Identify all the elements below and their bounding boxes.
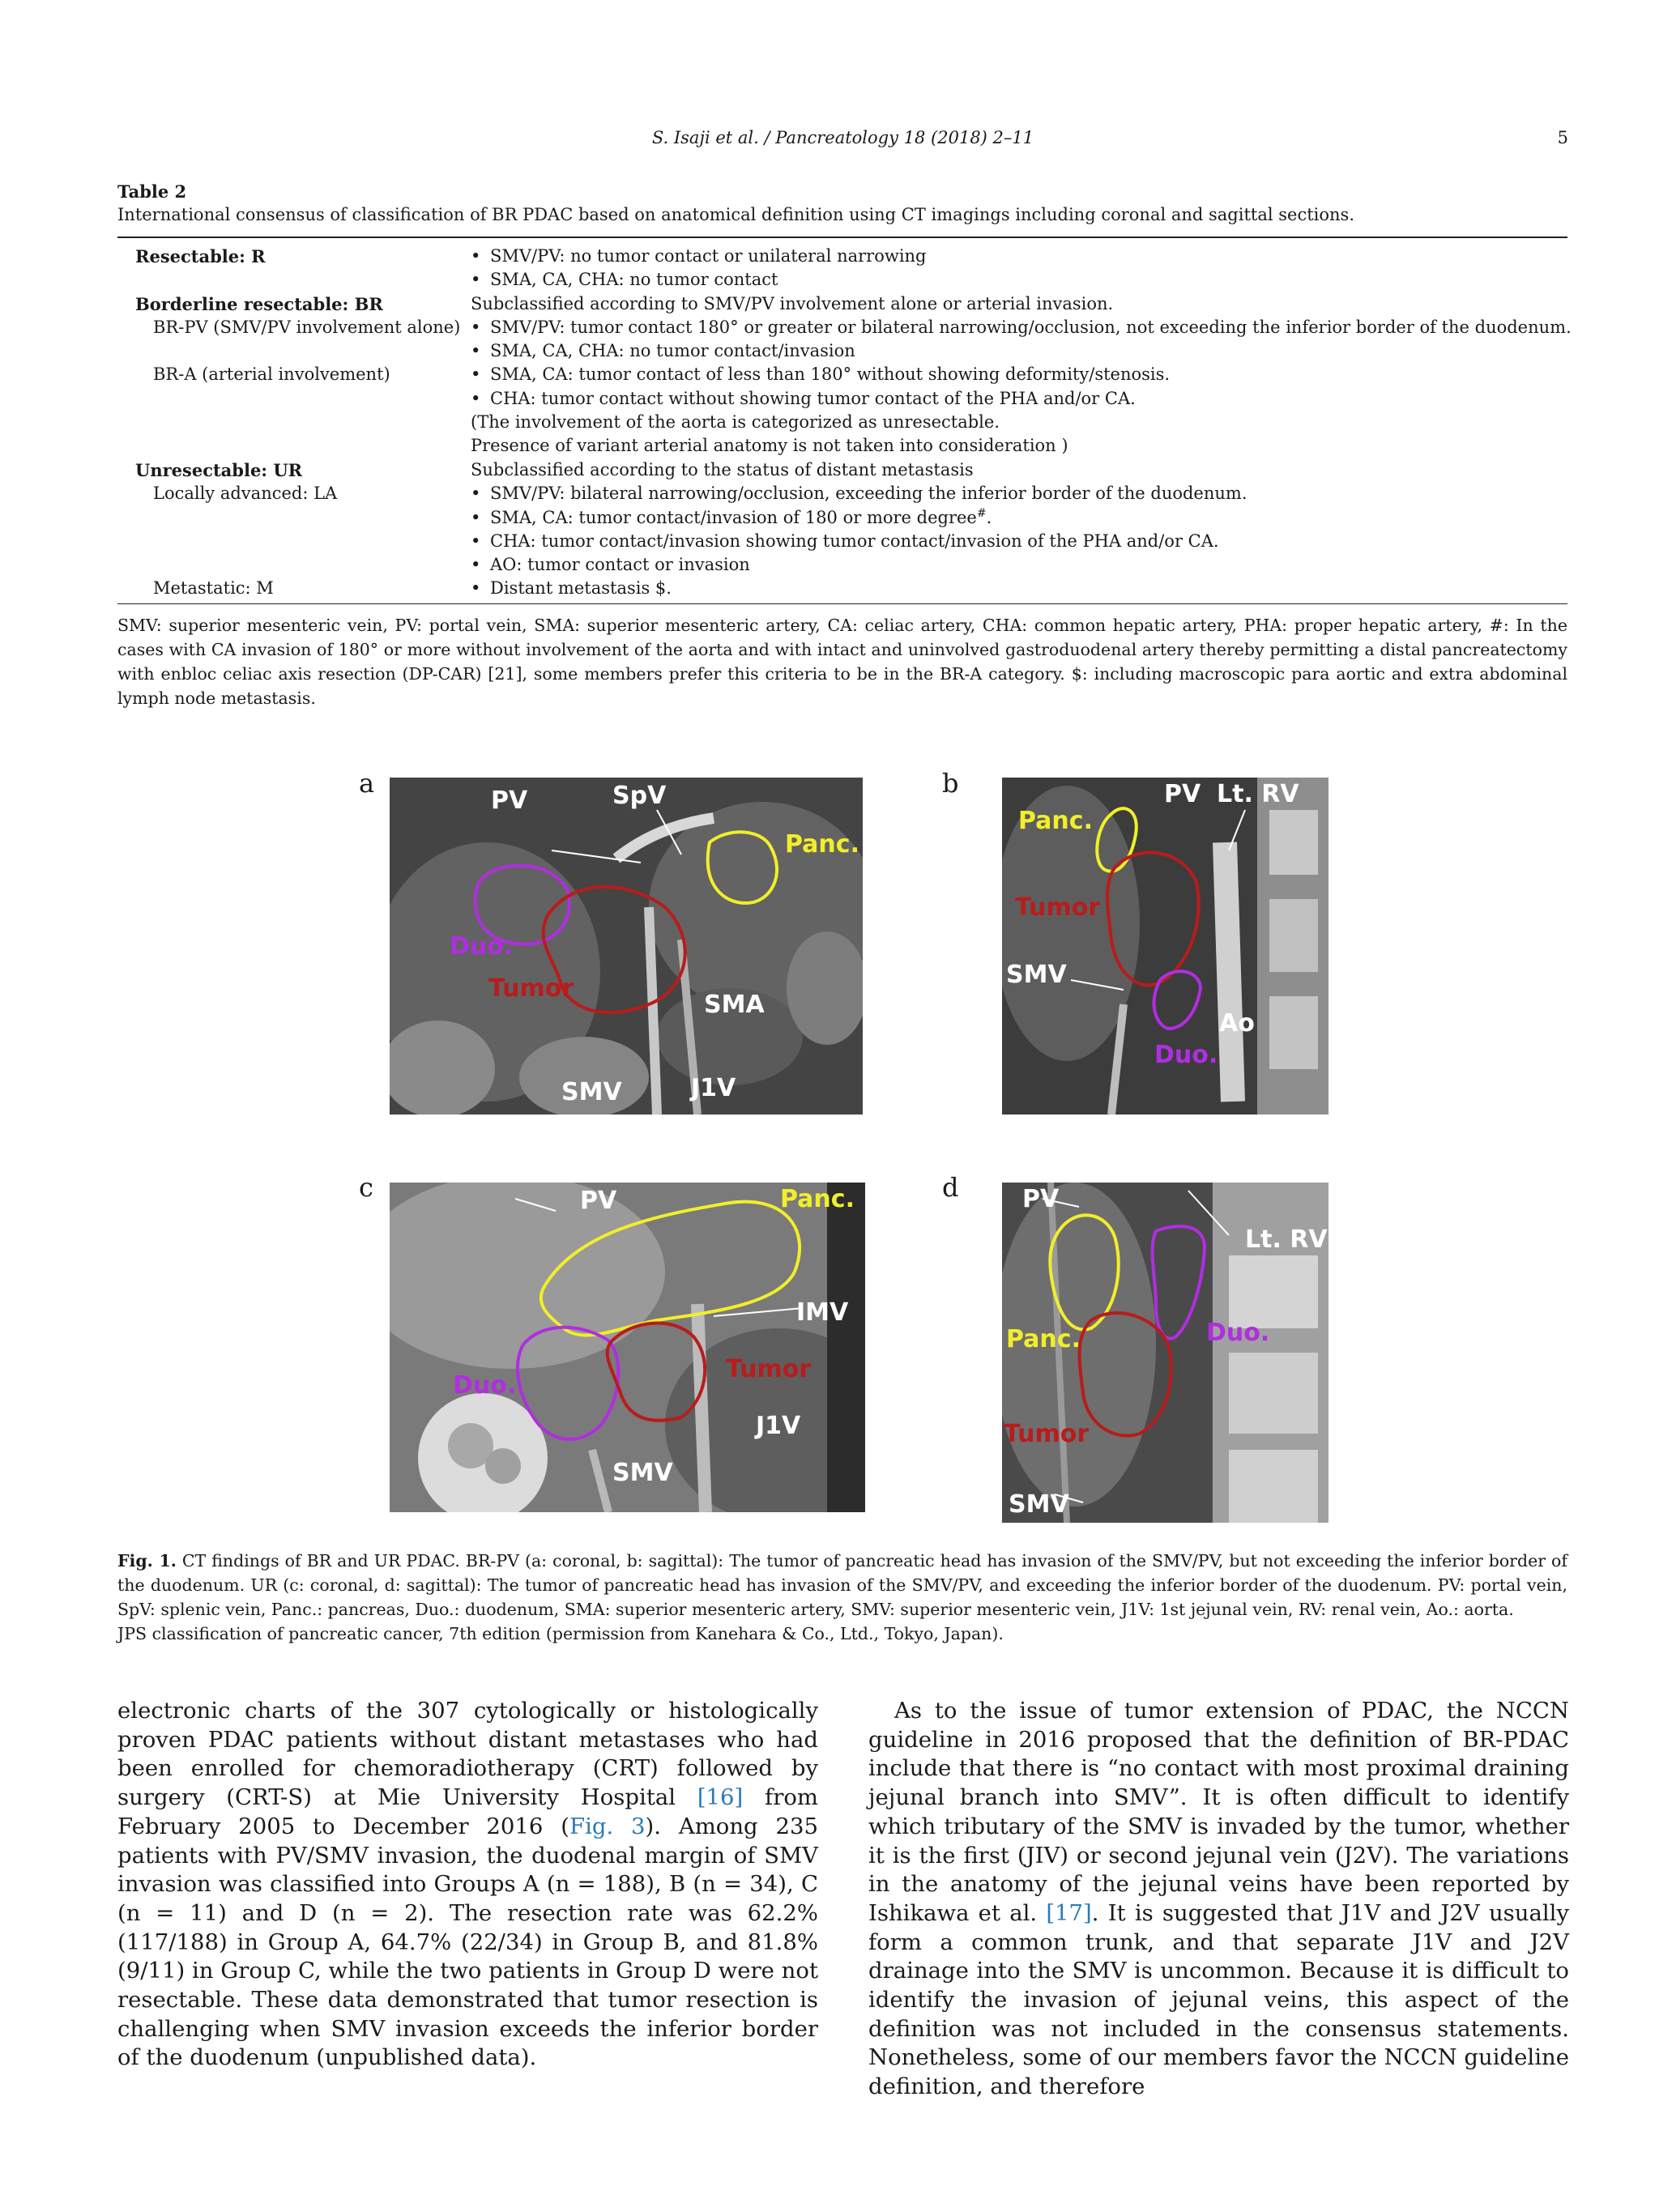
table-footnote: SMV: superior mesenteric vein, PV: portal vein, SMA: superior mesenteric artery, CA: celiac artery, CHA: common hepatic artery, PHA: proper hepatic artery, #: In the cases with CA invasion of 180° or more without involvement of the aorta and with intact and uninvolved gastroduodenal artery thereby permitting a distal pancreatectomy with enbloc celiac axis resection (DP-CAR) [21], some members prefer this criteria to be in the BR-A category. $: including macroscopic para aortic and extra abdominal lymph node metastasis. bbox=[117, 616, 1567, 708]
table-bottom-rule bbox=[117, 603, 1567, 604]
row-criteria: • SMA, CA: tumor contact/invasion of 180 or more degree#. bbox=[471, 507, 992, 528]
label-sma: SMA bbox=[704, 991, 765, 1019]
label-duo: Duo. bbox=[453, 1371, 517, 1400]
table-row bbox=[117, 338, 1567, 361]
label-duo: Duo. bbox=[1154, 1041, 1218, 1069]
reference-link[interactable]: [16] bbox=[697, 1784, 744, 1811]
row-criteria: • SMA, CA, CHA: no tumor contact/invasion bbox=[471, 341, 855, 361]
row-label: Unresectable: UR bbox=[135, 459, 303, 480]
figure-label: Fig. 1. bbox=[117, 1551, 177, 1571]
page-number: 5 bbox=[1557, 128, 1568, 147]
table-row bbox=[117, 266, 1567, 290]
ct-image-c bbox=[390, 1183, 865, 1512]
label-smv: SMV bbox=[1009, 1490, 1069, 1519]
row-criteria: • SMV/PV: no tumor contact or unilateral narrowing bbox=[471, 246, 927, 266]
label-tumor: Tumor bbox=[1004, 1420, 1090, 1448]
figure-caption-text: CT findings of BR and UR PDAC. BR-PV (a: coronal, b: sagittal): The tumor of pancreatic head has invasion of the SMV/PV, but not exceeding the inferior border of the duodenum. UR (c: coronal, d: sagittal): The tumor of pancreatic head has invasion of the SMV/PV, and exceeding the inferior border of the duodenum. PV: portal vein, SpV: splenic vein, Panc.: pancreas, Duo.: duodenum, SMA: superior mesenteric artery, SMV: superior mesenteric vein, J1V: 1st jejunal vein, RV: renal vein, Ao.: aorta. bbox=[117, 1551, 1567, 1619]
label-panc: Panc. bbox=[785, 830, 859, 859]
table-row bbox=[117, 504, 1567, 527]
table-label: Table 2 bbox=[117, 181, 187, 202]
row-label: BR-PV (SMV/PV involvement alone) bbox=[153, 317, 461, 337]
table-row bbox=[117, 361, 1567, 385]
label-j1v: J1V bbox=[691, 1074, 736, 1102]
row-criteria: • Distant metastasis $. bbox=[471, 578, 672, 599]
paragraph: electronic charts of the 307 cytologically or histologically proven PDAC patients without distant metastases who had been enrolled for chemoradiotherapy (CRT) followed by surgery (CRT-S) at Mie University Hospital [16] from February 2005 to December 2016 (Fig. 3). Among 235 patients with PV/SMV invasion, the duodenal margin of SMV invasion was classified into Groups A (n = 188), B (n = 34), C (n = 11) and D (n = 2). The resection rate was 62.2% (117/188) in Group A, 64.7% (22/34) in Group B, and 81.8% (9/11) in Group C, while the two patients in Group D were not resectable. These data demonstrated that tumor resection is challenging when SMV invasion exceeds the inferior border of the duodenum (unpublished data). bbox=[117, 1698, 818, 2071]
table-row bbox=[117, 575, 1567, 599]
row-criteria: • CHA: tumor contact/invasion showing tumor contact/invasion of the PHA and/or CA. bbox=[471, 531, 1219, 551]
panel-letter-d: d bbox=[942, 1172, 959, 1203]
label-smv: SMV bbox=[1006, 961, 1067, 989]
row-criteria: • SMA, CA, CHA: no tumor contact bbox=[471, 270, 778, 290]
ct-image-b bbox=[1002, 778, 1328, 1115]
table-row bbox=[117, 433, 1567, 456]
table-row bbox=[117, 480, 1567, 504]
table-row bbox=[117, 291, 1567, 314]
row-criteria: Subclassified according to the status of distant metastasis bbox=[471, 459, 974, 479]
running-header bbox=[117, 128, 1568, 157]
label-pv: PV bbox=[1022, 1185, 1060, 1213]
table-row bbox=[117, 243, 1567, 266]
label-spv: SpV bbox=[612, 782, 667, 810]
reference-link[interactable]: [17] bbox=[1046, 1899, 1092, 1926]
row-label: Resectable: R bbox=[135, 246, 266, 266]
table-row bbox=[117, 409, 1567, 433]
label-j1v: J1V bbox=[756, 1412, 801, 1440]
label-imv: IMV bbox=[796, 1298, 849, 1327]
row-label: Metastatic: M bbox=[153, 578, 274, 599]
label-panc: Panc. bbox=[1018, 807, 1093, 835]
label-panc: Panc. bbox=[1006, 1325, 1081, 1353]
body-column-right bbox=[868, 1697, 1569, 2102]
table-caption bbox=[117, 180, 1567, 227]
table-row bbox=[117, 386, 1567, 409]
row-criteria: • AO: tumor contact or invasion bbox=[471, 554, 750, 574]
row-criteria: • CHA: tumor contact without showing tumor contact of the PHA and/or CA. bbox=[471, 388, 1136, 408]
ct-panel-b bbox=[1002, 778, 1328, 1115]
paragraph: As to the issue of tumor extension of PDAC, the NCCN guideline in 2016 proposed that the definition of BR-PDAC include that there is “no contact with most proximal draining jejunal branch into SMV”. It is often difficult to identify which tributary of the SMV is invaded by the tumor, whether it is the first (JIV) or second jejunal vein (J2V). The variations in the anatomy of the jejunal veins have been reported by Ishikawa et al. [17]. It is suggested that J1V and J2V usually form a common trunk, and that separate J1V and J2V drainage into the SMV is uncommon. Because it is difficult to identify the invasion of jejunal veins, this aspect of the definition was not included in the consensus statements. Nonetheless, some of our members favor the NCCN guideline definition, and therefore bbox=[868, 1698, 1569, 2100]
panel-letter-b: b bbox=[942, 768, 959, 799]
ct-panel-d bbox=[1002, 1183, 1328, 1523]
label-duo: Duo. bbox=[450, 932, 514, 961]
body-column-left bbox=[117, 1697, 818, 2073]
row-label: Borderline resectable: BR bbox=[135, 293, 383, 314]
panel-letter-a: a bbox=[359, 768, 375, 799]
row-criteria: • SMA, CA: tumor contact of less than 180° without showing deformity/stenosis. bbox=[471, 364, 1171, 385]
label-tumor: Tumor bbox=[488, 974, 574, 1003]
ct-image-a bbox=[390, 778, 863, 1115]
row-label: Locally advanced: LA bbox=[153, 483, 338, 503]
label-panc: Panc. bbox=[780, 1185, 855, 1213]
label-smv: SMV bbox=[612, 1459, 673, 1487]
row-criteria: • SMV/PV: bilateral narrowing/occlusion, exceeding the inferior border of the duodenum. bbox=[471, 483, 1247, 503]
table-row bbox=[117, 314, 1572, 338]
label-duo: Duo. bbox=[1206, 1319, 1270, 1347]
row-criteria: Presence of variant arterial anatomy is not taken into consideration ) bbox=[471, 436, 1068, 456]
figure-caption bbox=[117, 1549, 1567, 1646]
label-pv: PV bbox=[580, 1187, 617, 1215]
row-label: BR-A (arterial involvement) bbox=[153, 364, 390, 385]
label-pv: PV bbox=[1164, 780, 1201, 808]
ct-panel-c bbox=[390, 1183, 865, 1512]
figure-link[interactable]: Fig. 3 bbox=[569, 1813, 646, 1839]
table-row bbox=[117, 528, 1567, 552]
panel-letter-c: c bbox=[359, 1172, 373, 1203]
label-ltrv: Lt. RV bbox=[1245, 1225, 1328, 1254]
row-criteria: • SMV/PV: tumor contact 180° or greater or bilateral narrowing/occlusion, not exceeding the inferior border of the duodenum. bbox=[471, 317, 1572, 337]
label-tumor: Tumor bbox=[726, 1355, 812, 1383]
table-title: International consensus of classification of BR PDAC based on anatomical definition using CT imagings including coronal and sagittal sections. bbox=[117, 205, 1355, 224]
label-tumor: Tumor bbox=[1015, 893, 1101, 922]
table-row bbox=[117, 457, 1567, 480]
ct-image-d bbox=[1002, 1183, 1328, 1523]
figure-credit: JPS classification of pancreatic cancer, 7th edition (permission from Kanehara & Co., Ltd., Tokyo, Japan). bbox=[117, 1624, 1004, 1643]
ct-panel-a bbox=[390, 778, 863, 1115]
row-criteria: Subclassified according to SMV/PV involvement alone or arterial invasion. bbox=[471, 293, 1114, 313]
table-row bbox=[117, 552, 1567, 575]
label-ao: Ao bbox=[1219, 1009, 1255, 1038]
label-ltrv: Lt. RV bbox=[1217, 780, 1299, 808]
row-criteria: (The involvement of the aorta is categorized as unresectable. bbox=[471, 412, 1000, 433]
label-smv: SMV bbox=[561, 1078, 622, 1106]
journal-citation: S. Isaji et al. / Pancreatology 18 (2018) 2–11 bbox=[651, 128, 1034, 147]
label-pv: PV bbox=[491, 786, 528, 815]
classification-table bbox=[117, 243, 1572, 599]
table-top-rule bbox=[117, 237, 1567, 238]
